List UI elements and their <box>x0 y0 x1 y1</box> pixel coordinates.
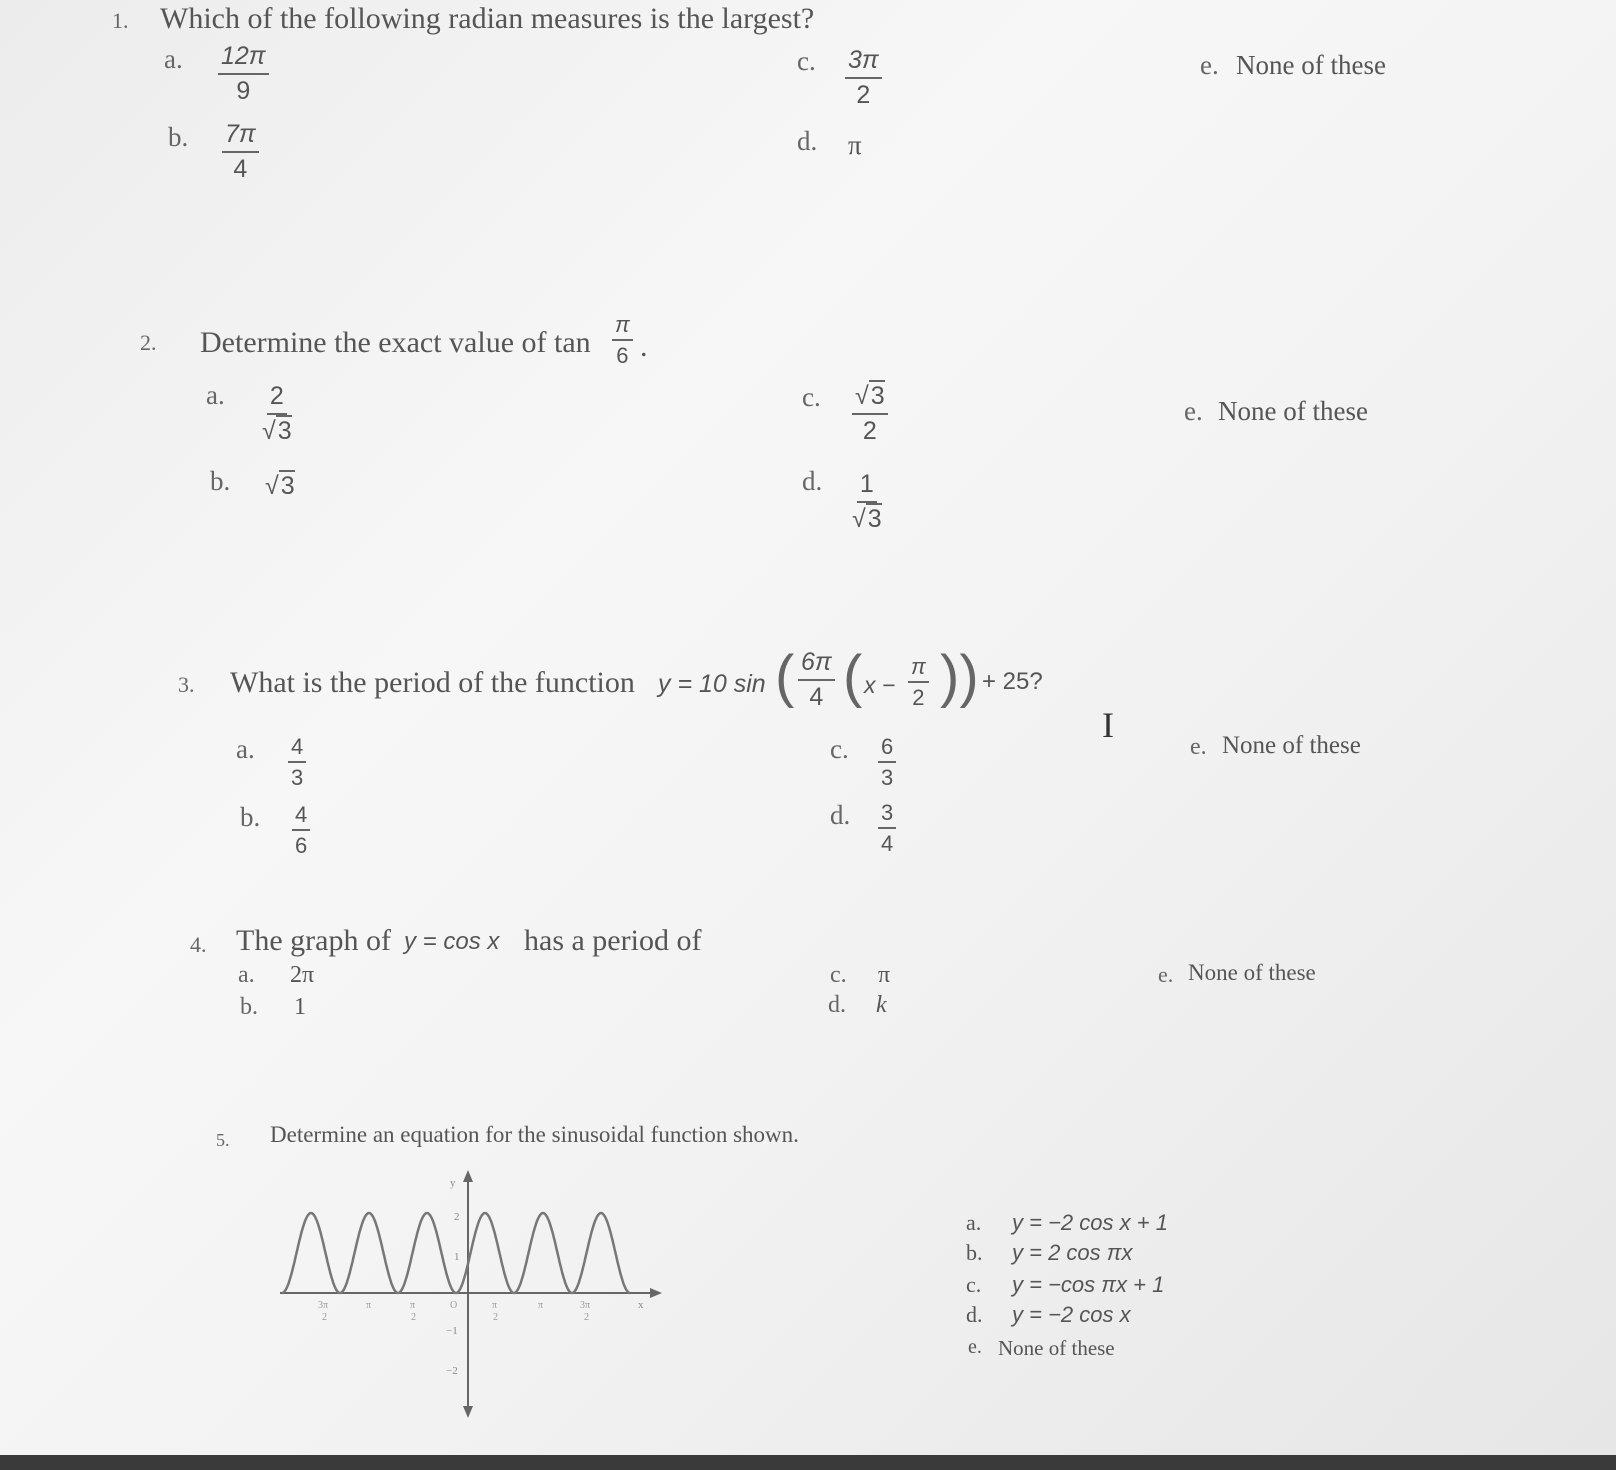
q5-b-label: b. <box>966 1240 983 1265</box>
q1-b-numerator: 7π <box>222 120 259 153</box>
q3-open-paren-inner: ( <box>843 644 863 709</box>
x-tick-3pi-2: 3π <box>580 1300 591 1311</box>
x-tick-pi-2-den: 2 <box>493 1312 498 1323</box>
q3-b-denominator: 6 <box>295 833 308 859</box>
q3-a-denominator: 3 <box>291 765 304 791</box>
q2-d-numerator: 1 <box>857 470 877 503</box>
q3-c-numerator: 6 <box>878 734 896 763</box>
q4-function: y = cos x <box>404 928 500 955</box>
q3-c-denominator: 3 <box>881 765 894 791</box>
q3-d-fraction <box>878 800 896 857</box>
q4-a-value: 2π <box>290 962 315 988</box>
q1-c-numerator: 3π <box>845 46 882 79</box>
y-tick-1: 1 <box>454 1251 460 1263</box>
q1-a-numerator: 12π <box>218 42 269 75</box>
q5-a-value: y = −2 cos x + 1 <box>1012 1210 1168 1235</box>
q1-e-value: None of these <box>1236 50 1386 80</box>
q5-c-value: y = −cos πx + 1 <box>1012 1272 1165 1297</box>
q4-text-post: has a period of <box>524 924 702 957</box>
q2-d-label: d. <box>802 466 823 496</box>
q2-c-fraction <box>852 382 888 446</box>
q4-b-label: b. <box>240 994 258 1020</box>
q1-a-label: a. <box>164 44 183 74</box>
q3-e-label: e. <box>1190 734 1207 760</box>
y-tick-neg1: −1 <box>446 1325 458 1337</box>
x-tick-pi-2: π <box>492 1300 498 1311</box>
q2-a-fraction <box>262 382 292 446</box>
text-cursor-icon: I <box>1102 705 1114 745</box>
q3-c-fraction <box>878 734 896 791</box>
q3-tail: + 25? <box>982 668 1043 695</box>
q3-shift-numerator: π <box>908 654 929 683</box>
q4-a-label: a. <box>238 962 255 988</box>
q2-a-label: a. <box>206 380 225 410</box>
q2-end: . <box>640 330 648 363</box>
x-axis-label: x <box>638 1299 644 1311</box>
q3-x-minus: x − <box>864 672 896 698</box>
q2-e-label: e. <box>1184 396 1203 426</box>
y-tick-neg2: −2 <box>446 1365 458 1377</box>
q3-d-numerator: 3 <box>878 800 896 829</box>
q5-text: Determine an equation for the sinusoidal function shown. <box>270 1122 799 1147</box>
x-tick-pi: π <box>538 1300 544 1311</box>
q3-c-label: c. <box>830 734 849 764</box>
x-tick-neg-pi-2: π <box>410 1300 416 1311</box>
q4-text-pre: The graph of <box>236 924 391 957</box>
q3-a-numerator: 4 <box>288 734 306 763</box>
q5-c-label: c. <box>966 1272 982 1297</box>
q4-b-value: 1 <box>294 994 306 1020</box>
q2-arg-numerator: π <box>612 312 633 341</box>
q3-e-value: None of these <box>1222 732 1361 759</box>
q2-e-value: None of these <box>1218 396 1368 426</box>
x-tick-neg-pi-2-den: 2 <box>411 1312 416 1323</box>
q2-d-denominator: √3 <box>852 504 882 533</box>
q3-coefficient <box>798 648 835 712</box>
q2-arg-denominator: 6 <box>616 343 629 369</box>
sinusoid-graph <box>270 1170 670 1420</box>
q4-c-label: c. <box>830 962 847 988</box>
q3-d-denominator: 4 <box>881 831 894 857</box>
q2-d-fraction <box>852 470 882 534</box>
q4-e-label: e. <box>1158 962 1174 987</box>
q2-a-numerator: 2 <box>267 382 287 415</box>
q2-a-denominator: √3 <box>262 416 292 445</box>
q3-text: What is the period of the function <box>230 666 635 699</box>
q3-function-lhs: y = 10 sin <box>658 670 766 698</box>
q5-b-value: y = 2 cos πx <box>1012 1240 1133 1265</box>
q3-d-label: d. <box>830 800 851 830</box>
q4-e-value: None of these <box>1188 960 1316 985</box>
q1-b-label: b. <box>168 122 189 152</box>
q3-close-parens: )) <box>940 644 979 709</box>
q4-number: 4. <box>190 932 207 957</box>
q5-e-label: e. <box>968 1336 982 1358</box>
q5-d-label: d. <box>966 1302 983 1327</box>
x-tick-3pi-2-den: 2 <box>584 1312 589 1323</box>
q2-b-label: b. <box>210 466 231 496</box>
q3-shift <box>908 654 929 711</box>
q2-number: 2. <box>140 330 157 355</box>
q4-d-label: d. <box>828 992 846 1018</box>
q3-b-label: b. <box>240 802 261 832</box>
q3-coef-numerator: 6π <box>798 648 835 681</box>
y-axis-arrow-bottom <box>463 1406 473 1418</box>
q1-b-denominator: 4 <box>233 154 248 183</box>
q3-number: 3. <box>178 672 195 697</box>
q3-a-fraction <box>288 734 306 791</box>
q5-a-label: a. <box>966 1210 982 1235</box>
q3-shift-denominator: 2 <box>912 685 925 711</box>
q3-b-numerator: 4 <box>292 802 310 831</box>
x-tick-neg-3pi-2-den: 2 <box>322 1312 327 1323</box>
y-tick-2: 2 <box>454 1211 460 1223</box>
q2-c-label: c. <box>802 382 821 412</box>
q1-d-label: d. <box>797 126 818 156</box>
origin-label: O <box>450 1300 458 1311</box>
q1-a-denominator: 9 <box>236 76 251 105</box>
y-axis-label: y <box>450 1177 456 1189</box>
q2-b-value: √3 <box>265 472 295 500</box>
q1-text: Which of the following radian measures is the largest? <box>160 2 815 35</box>
q3-b-fraction <box>292 802 310 859</box>
q2-c-numerator: √3 <box>852 382 888 415</box>
q5-d-value: y = −2 cos x <box>1012 1302 1131 1327</box>
q1-d-value: π <box>848 130 862 160</box>
q4-d-value: k <box>876 992 887 1018</box>
x-tick-neg-3pi-2: 3π <box>318 1300 329 1311</box>
q1-number: 1. <box>112 8 129 33</box>
q1-c-label: c. <box>797 46 816 76</box>
x-tick-neg-pi: π <box>366 1300 372 1311</box>
q5-e-value: None of these <box>998 1336 1115 1360</box>
q3-open-paren-outer: ( <box>775 644 795 709</box>
q1-c-denominator: 2 <box>856 80 871 109</box>
q4-c-value: π <box>878 962 891 988</box>
q1-e-label: e. <box>1200 50 1219 80</box>
q5-number: 5. <box>216 1130 230 1150</box>
q1-c-fraction <box>845 46 882 110</box>
q1-b-fraction <box>222 120 259 184</box>
q3-a-label: a. <box>236 734 255 764</box>
q1-a-fraction <box>218 42 269 106</box>
q2-tan-argument <box>612 312 633 369</box>
q2-text: Determine the exact value of tan <box>200 326 591 359</box>
q3-coef-denominator: 4 <box>809 682 824 711</box>
y-axis-arrow-top <box>463 1170 473 1182</box>
q2-c-denominator: 2 <box>862 416 877 445</box>
x-axis-arrow <box>650 1288 662 1298</box>
